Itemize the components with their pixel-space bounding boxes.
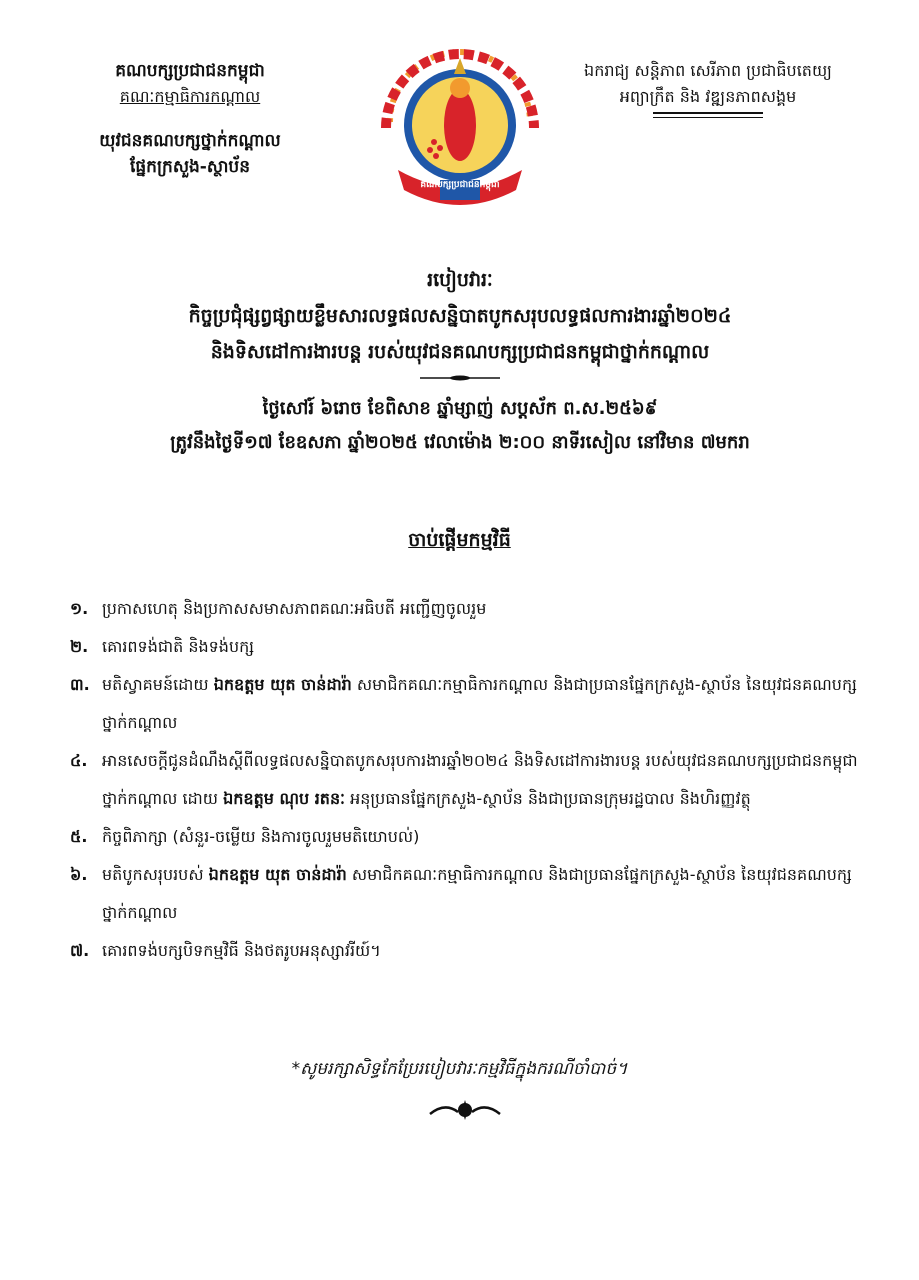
item-number: ២. bbox=[70, 637, 89, 656]
agenda-list bbox=[70, 590, 870, 970]
divider-ornament-icon bbox=[420, 374, 500, 382]
item-text bbox=[102, 818, 870, 856]
header-right bbox=[548, 58, 868, 118]
item-text bbox=[102, 666, 870, 742]
agenda-heading: របៀបវារៈ bbox=[427, 269, 493, 291]
item-text bbox=[102, 628, 870, 666]
cpp-emblem-icon bbox=[370, 30, 550, 220]
section-heading bbox=[0, 528, 919, 556]
item-text-segment: កិច្ចពិភាក្សា (សំនួរ-ចម្លើយ និងការចូលរួមមតិយោបល់) bbox=[102, 827, 420, 846]
item-text-segment: មតិបូកសរុបរបស់ bbox=[102, 865, 209, 884]
item-text bbox=[102, 856, 870, 932]
list-item bbox=[70, 932, 870, 970]
item-number: ៦. bbox=[70, 865, 88, 884]
item-text-segment: មតិស្វាគមន៍ដោយ bbox=[102, 675, 214, 694]
bottom-ornament-icon bbox=[420, 1098, 510, 1122]
speaker-name: ឯកឧត្តម យុត ចាន់ដារ៉ា bbox=[213, 675, 352, 694]
list-item bbox=[70, 818, 870, 856]
double-rule bbox=[653, 112, 763, 118]
footer-note: *សូមរក្សាសិទ្ធកែប្រែរបៀបវារៈកម្មវិធីក្នុងករណីចាំបាច់។ bbox=[291, 1059, 628, 1079]
item-text-segment: គោរពទង់បក្សបិទកម្មវិធី និងថតរូបអនុស្សាវរីយ៍។ bbox=[102, 941, 381, 960]
party-logo bbox=[370, 30, 550, 220]
item-text-segment: គោរពទង់ជាតិ និងទង់បក្ស bbox=[102, 637, 255, 656]
department-name: ផ្នែកក្រសួង-ស្ថាប័ន bbox=[129, 157, 251, 177]
motto-line-1: ឯករាជ្យ សន្តិភាព សេរីភាព ប្រជាធិបតេយ្យ bbox=[584, 61, 832, 80]
item-number: ១. bbox=[70, 599, 89, 618]
item-number: ៤. bbox=[70, 751, 88, 770]
party-name: គណបក្សប្រជាជនកម្ពុជា bbox=[115, 61, 265, 81]
speaker-name: ឯកឧត្តម យុត ចាន់ដារ៉ា bbox=[208, 865, 347, 884]
item-text-segment: អានសេចក្តីជូនដំណឹងស្តីពីលទ្ធផលសន្និបាតបូកសរុបការងារឆ្នាំ២០២៤ និងទិសដៅការងារបន្ត របស់យុវជនគណបក្សប្រជាជនកម្ពុជាថ្នាក់កណ្តាល ដោយ bbox=[102, 751, 858, 808]
item-number: ៧. bbox=[70, 941, 90, 960]
meeting-title-line-2: និងទិសដៅការងារបន្ត របស់យុវជនគណបក្សប្រជាជនកម្ពុជាថ្នាក់កណ្តាល bbox=[210, 341, 710, 363]
meeting-title-line-1: កិច្ចប្រជុំផ្សព្វផ្សាយខ្លឹមសារលទ្ធផលសន្និបាតបូកសរុបលទ្ធផលការងារឆ្នាំ២០២៤ bbox=[188, 305, 732, 327]
title-block bbox=[60, 262, 860, 460]
committee-name: គណៈកម្មាធិការកណ្តាល bbox=[119, 87, 261, 106]
item-number: ៥. bbox=[70, 827, 88, 846]
item-text-segment: អនុប្រធានផ្នែកក្រសួង-ស្ថាប័ន និងជាប្រធានក្រុមរដ្ឋបាល និងហិរញ្ញវត្ថុ bbox=[345, 789, 751, 808]
date-line-solar: ត្រូវនឹងថ្ងៃទី១៧ ខែឧសភា ឆ្នាំ២០២៥ វេលាម៉ោង ២:០០ នាទីរសៀល នៅវិមាន ៧មករា bbox=[170, 432, 750, 453]
header-left bbox=[40, 58, 340, 180]
motto-line-2: អព្យាក្រឹត និង វឌ្ឍនភាពសង្គម bbox=[619, 87, 797, 106]
item-text bbox=[102, 742, 870, 818]
youth-org-name: យុវជនគណបក្សថ្នាក់កណ្តាល bbox=[99, 131, 281, 151]
list-item bbox=[70, 856, 870, 932]
item-text bbox=[102, 932, 870, 970]
item-text-segment: សមាជិកគណៈកម្មាធិការកណ្តាល និងជាប្រធានផ្នែកក្រសួង-ស្ថាប័ន នៃយុវជនគណបក្សថ្នាក់កណ្តាល bbox=[102, 675, 857, 732]
item-text bbox=[102, 590, 870, 628]
list-item bbox=[70, 666, 870, 742]
item-number: ៣. bbox=[70, 675, 90, 694]
program-start-title: ចាប់ផ្តើមកម្មវិធី bbox=[408, 529, 511, 551]
item-text-segment: សមាជិកគណៈកម្មាធិការកណ្តាល និងជាប្រធានផ្នែកក្រសួង-ស្ថាប័ន នៃយុវជនគណបក្សថ្នាក់កណ្តាល bbox=[102, 865, 852, 922]
list-item bbox=[70, 742, 870, 818]
date-line-lunar: ថ្ងៃសៅរ៍ ៦រោច ខែពិសាខ ឆ្នាំម្សាញ់ សប្តស័ក ព.ស.២៥៦៩ bbox=[262, 398, 658, 419]
item-text-segment: ប្រកាសហេតុ និងប្រកាសសមាសភាពគណៈអធិបតី អញ្ជើញចូលរួម bbox=[102, 599, 487, 618]
logo-text: គណបក្សប្រជាជនកម្ពុជា bbox=[420, 180, 500, 190]
list-item bbox=[70, 628, 870, 666]
list-item bbox=[70, 590, 870, 628]
speaker-name: ឯកឧត្តម ណុប រតនៈ bbox=[223, 789, 345, 808]
